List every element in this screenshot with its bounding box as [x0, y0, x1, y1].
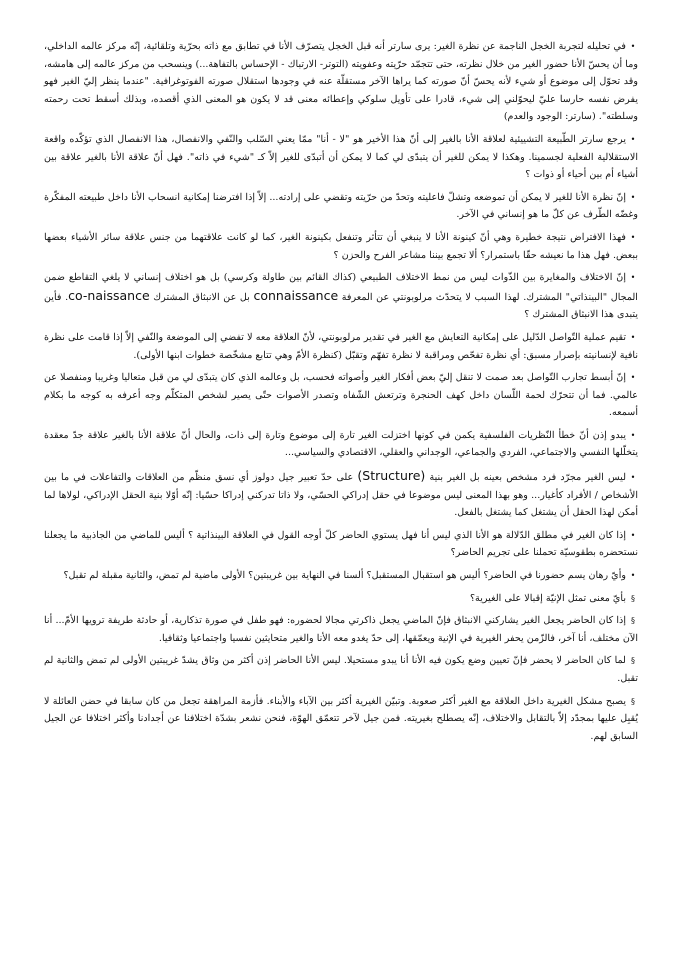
bullet-marker: •	[630, 373, 636, 383]
paragraph	[44, 38, 638, 126]
paragraph	[44, 369, 638, 422]
bullet-marker: •	[630, 232, 636, 242]
paragraph-text: يصبح مشكل الغيرية داخل العلاقة مع الغير أكثر صعوبة. وتبيّن الغيرية أكثر بين الآباء والأبناء. فأزمة المراهقة تجعل من كان سابقا في حضن العائلة لا يُقبِل عليها بمجدّد إلاّ بالتقابل والاختلاف، إنّه يصطلح بغيريته. فمن جيل لآخر تتعمّق الهوّة، فنحن نشعر بشدّة اختلافنا عن أجدادنا وأكثر اختلافا عن الجيل السابق لهم.	[44, 695, 638, 742]
paragraph	[44, 427, 638, 462]
paragraph	[44, 329, 638, 364]
bullet-marker: •	[630, 530, 636, 540]
paragraph-text: وأيّ رهان يسم حضورنا في الحاضر؟ أليس هو استقبال المستقبل؟ ألسنا في النهاية بين غريبتين؟ الأولى ماضية لم تمض، والثانية مقبلة لم تقبل؟	[63, 570, 626, 582]
latin-term-co-naissance: co-naissance	[68, 287, 150, 303]
paragraph-text: إنّ نظرة الأنا للغير لا يمكن أن تموضعه وتشلّ فاعليته وتحدّ من حرّيته وتقضي على إرادته... إلاّ إذا افترضنا إمكانية انسحاب الأنا داخل طبيعته المفكّرة وغضّه الطّرف عن كلّ ما هو إنساني في الآخر.	[44, 191, 638, 221]
paragraph	[44, 229, 638, 264]
bullet-marker: •	[630, 332, 636, 342]
paragraph	[44, 652, 638, 687]
section-marker: §	[631, 696, 635, 706]
paragraph-text: إذا كان الغير في مطلق الدّلالة هو الأنا الذي ليس أنا فهل يستوي الحاضر كلّ أوجه القول في العلاقة البينذاتية ؟ أليس للماضي من الجاذبية ما يجعلنا نستحضره بطقوسيّة تحملنا على تجريم الحاضر؟	[44, 529, 638, 559]
paragraph	[44, 131, 638, 184]
bullet-marker: •	[630, 430, 636, 440]
document-page	[44, 38, 638, 750]
paragraph	[44, 612, 638, 647]
paragraph	[44, 590, 638, 608]
paragraph-text: إذا كان الحاضر يجعل الغير يشاركني الانبثاق فإنّ الماضي يجعل ذاكرتي مجالا لحضوره: فهو طفل في صورة تذكارية، أو حادثة طريفة ترويها الأمّ... أنا الآن مختلف، أنا آخر، فالزّمن يحفر الغيرية في الإنية ويعمّقها، إلى حدّ يغدو معه الأنا والغير متحايثين نفسيا واجتماعيا وثقافيا.	[44, 615, 638, 644]
paragraph-text: تقيم عملية التّواصل الدّليل على إمكانية التعايش مع الغير في تقدير مرلوبونتي، لأنّ العلاقة معه لا تفضي إلى الموضعة والنّفي إلاّ إذا قامت على نظرة نافية لإنسانيته بإصرار مسبق: أي نظرة تفحّص ومراقبة لا نظرة تفهّم وتقبّل (كنظرة الأمّ وهي تتابع مشخّصة خطوات ابنها الأولى).	[44, 331, 638, 361]
latin-term-structure: (Structure)	[357, 468, 426, 484]
bullet-marker: •	[630, 42, 636, 51]
section-marker: §	[631, 616, 635, 626]
paragraph-text: فهذا الافتراض نتيجة خطيرة وهي أنّ كينونة الأنا لا ينبغي أن تتأثر وتنفعل بكينونة الغير، كما لو كانت علاقتهما من جنس علاقة سائر الأشياء بعضها ببعض. فهل هذا ما نعيشه حقّا باستمرار؟ ألا تجمع بيننا مشاعر الفرح والحزن ؟	[44, 231, 638, 261]
latin-term-connaissance: connaissance	[253, 287, 339, 303]
section-marker: §	[631, 593, 635, 603]
paragraph-text: في تحليله لتجربة الخجل الناجمة عن نظرة الغير: يرى سارتر أنه قبل الخجل يتصرّف الأنا في تطابق مع ذاته بحرّية وتلقائية، إنّه مركز عالمه الداخلي، وما أن يحسّ الأنا حضور الغير من خلال نظرته، حتى تتجمّد حرّيته وعفويته (التوتر- الارتباك - الإحساس بالتفاهة...) وينسحب من مركز عالمه إلى هامشه، وقد تحوّل إلى موضوع أو شيء لأنه يحسّ أنّ صورته كما يراها الآخر مستقلّة عنه في وجودها استقلال صورته الفوتوغرافية. "عندما ينظر إليّ الغير فهو يفرض نفسه حارسا عليّ ليحوّلني إلى شيء، قادرا على تأويل سلوكي وإعطائه معنى قد لا يكون هو المعنى الذي أقصده، وبذلك أسقط تحت رحمته وسلطته". (سارتر: الوجود والعدم)	[44, 41, 638, 123]
paragraph	[44, 693, 638, 746]
bullet-marker: •	[630, 571, 636, 581]
paragraph	[44, 527, 638, 562]
bullet-marker: •	[630, 273, 636, 283]
paragraph-text: إنّ الاختلاف والمغايرة بين الذّوات ليس من نمط الاختلاف الطبيعي (كذاك القائم بين طاولة وكرسي) بل هو اختلاف إنساني لا يلغي التقاطع ضمن المجال "البينذاتي" المشترك. لهذا السبب لا يتحدّث مرلوبونتي عن المعرفة	[44, 272, 638, 303]
paragraph-text: بأيّ معنى تمثل الإنيّة إقبالا على الغيرية؟	[469, 592, 626, 604]
paragraph-text: ليس الغير مجرّد فرد مشخص بعينه بل الغير بنية	[425, 472, 626, 484]
bullet-marker: •	[630, 134, 636, 144]
section-marker: §	[631, 656, 635, 666]
paragraph	[44, 269, 638, 324]
paragraph-text: يبدو إذن أنّ خطأ النّظريات الفلسفية يكمن في كونها اختزلت الغير تارة إلى موضوع وتارة إلى ذات، والحال أنّ علاقة الأنا بالغير علاقة جدّ معقدة يتخلّلها النفسي والاجتماعي، الفردي والجماعي، الوجداني والعقلي، الاقتصادي والسياسي...	[44, 429, 638, 459]
paragraph-text-cont: بل عن الانبثاق المشترك	[149, 291, 254, 303]
paragraph-text-cont: على حدّ تعبير جيل دولوز أي نسق منظّم من العلاقات والتفاعلات في ما بين الأشخاص / الأفراد كأغيار... وهو بهذا المعنى ليس موضوعا في حقل إدراكي الحسّي، ولا ذاتا تدركني إدراكا حسّيا: إنّه أوّلا بنية الحقل الإدراكي، لولاها لما أمكن لهذا الحقل أن يشتغل كما يشتغل بالفعل.	[44, 472, 638, 519]
paragraph-text-end: . فأين يتبدى هذا الانبثاق المشترك ؟	[44, 291, 638, 321]
paragraph	[44, 467, 638, 522]
bullet-marker: •	[630, 473, 636, 483]
bullet-marker: •	[630, 192, 636, 202]
paragraph-text: لما كان الحاضر لا يحضر فإنّ تعيين وضع يكون فيه الأنا أنا يبدو مستحيلا. ليس الأنا الحاضر إذن أكثر من وثاق يشدّ غريبتين الأولى لم تمض والثانية لم تقبل.	[44, 655, 638, 684]
paragraph	[44, 567, 638, 585]
paragraph-text: يرجع سارتر الطّبيعة التشييئية لعلاقة الأنا بالغير إلى أنّ هذا الأخير هو "لا - أنا" ممّا يعني السّلب والنّفي والانفصال، هذا الانفصال الذي تؤكّده واقعة الاستقلالية الفعلية لجسمينا. وهكذا لا يمكن للغير أن يتبدّى لي كما لا يمكن أن أتبدّى للغير إلاّ كـ "شيء في ذاته". فهل أنّ علاقة الأنا بالغير علاقة بين أشياء أم بين أحياء أو ذوات ؟	[44, 133, 638, 181]
paragraph-text: إنّ أبسط تجارب التّواصل بعد صمت لا تنقل إليّ بعض أفكار الغير وأصواته فحسب، بل وعالمه الذي كان يتبدّى لي من قبل متعاليا وغريبا ومنفصلا عن عالمي. فما أن تتحرّك لحمة اللّسان داخل كهف الحنجرة وترتعش الشّفاه وتصدر الأصوات حتّى يصير لشخص المتكلّم وجه أعرفه به كوجه ما بكلام أسمعه.	[44, 372, 638, 419]
paragraph	[44, 189, 638, 224]
